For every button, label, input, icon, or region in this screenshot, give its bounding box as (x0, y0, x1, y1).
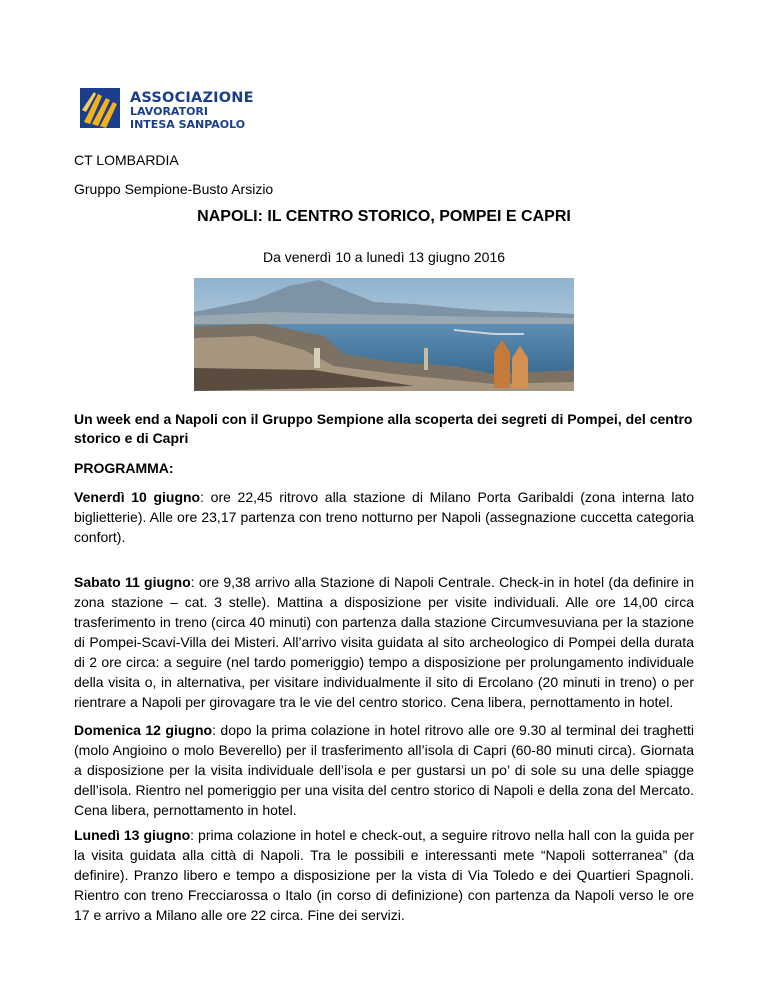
day-label: Lunedì 13 giugno (74, 827, 191, 843)
day-text: : dopo la prima colazione in hotel ritrovo alle ore 9.30 al terminal dei traghetti (molo Angioino o molo Beverello) per il trasferimento all’isola di Capri (60-80 minuti circa). Giornata a disposizione per la visita individuale dell’isola e per gustarsi un po’ di sole su una delle spiagge dell’isola. Rientro nel pomeriggio per una visita del centro storico di Napoli e della zona del Mercato. Cena libera, pernottamento in hotel. (74, 722, 694, 818)
trip-dates: Da venerdì 10 a lunedì 13 giugno 2016 (262, 249, 506, 265)
day-paragraph (74, 720, 694, 820)
logo-line-2: LAVORATORI (130, 105, 208, 118)
day-paragraph (74, 487, 694, 547)
logo-line-1: ASSOCIAZIONE (130, 90, 254, 106)
program-heading: PROGRAMMA: (74, 460, 174, 476)
day-paragraph (74, 572, 694, 712)
naples-bay-photo (194, 278, 574, 391)
day-label: Venerdì 10 giugno (74, 489, 201, 505)
day-text: : ore 9,38 arrivo alla Stazione di Napoli Centrale. Check-in in hotel (da definire in zona stazione – cat. 3 stelle). Mattina a disposizione per visite individuali. Alle ore 14,00 circa trasferimento in treno (circa 40 minuti) con partenza dalla stazione Circumvesuviana per la stazione di Pompei-Scavi-Villa dei Misteri. All’arrivo visita guidata al sito archeologico di Pompei della durata di 2 ore circa: a seguire (nel tardo pomeriggio) tempo a disposizione per prolungamento individuale della visita o, in alternativa, per visitare individualmente il sito di Ercolano (20 minuti in treno) o per rientrare a Napoli per girovagare tra le vie del centro storico. Cena libera, pernottamento in hotel. (74, 574, 695, 710)
association-logo (80, 88, 280, 132)
day-text: : ore 22,45 ritrovo alla stazione di Milano Porta Garibaldi (zona interna lato biglietterie). Alle ore 23,17 partenza con treno notturno per Napoli (assegnazione cuccetta categoria confort). (74, 489, 694, 545)
wing-icon (80, 88, 126, 130)
page-title: NAPOLI: IL CENTRO STORICO, POMPEI E CAPRI (197, 208, 571, 225)
day-paragraph (74, 825, 694, 925)
day-label: Domenica 12 giugno (74, 722, 213, 738)
group-label: Gruppo Sempione-Busto Arsizio (74, 181, 274, 197)
day-label: Sabato 11 giugno (74, 574, 191, 590)
intro-text: Un week end a Napoli con il Gruppo Sempione alla scoperta dei segreti di Pompei, del centro storico e di Capri (74, 411, 693, 446)
day-text: : prima colazione in hotel e check-out, a seguire ritrovo nella hall con la guida per la visita guidata alla città di Napoli. Tra le possibili e interessanti mete “Napoli sotterranea” (da definire). Pranzo libero e tempo a disposizione per la vista di Via Toledo e dei Quartieri Spagnoli. Rientro con treno Frecciarossa o Italo (in corso di definizione) con partenza da Napoli verso le ore 17 e arrivo a Milano alle ore 22 circa. Fine dei servizi. (74, 827, 694, 923)
ct-label: CT LOMBARDIA (74, 152, 179, 168)
logo-line-3: INTESA SANPAOLO (130, 118, 246, 131)
